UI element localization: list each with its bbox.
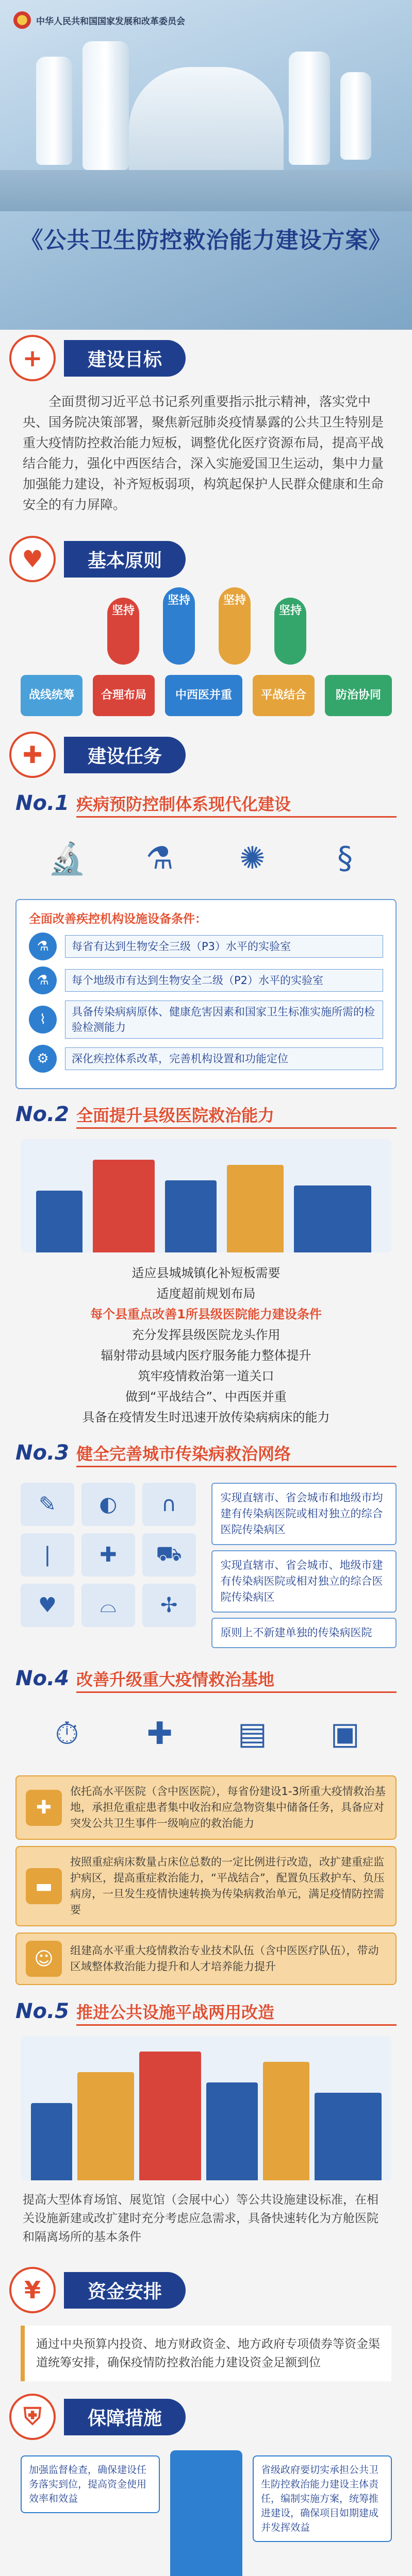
dna-icon: § bbox=[337, 840, 353, 876]
lab-bottle-illustration bbox=[83, 41, 129, 170]
lab-bottle-illustration bbox=[289, 52, 330, 165]
page-title: 《公共卫生防控救治能力建设方案》 bbox=[20, 227, 392, 253]
guarantee-box: 省级政府要切实承担公共卫生防控救治能力建设主体责任，编制实施方案，统筹推进建设，确保项目如期建成并发挥效益 bbox=[253, 2455, 392, 2542]
ministry-header bbox=[13, 11, 185, 29]
info-box: 实现直辖市、省会城市和地级市均建有传染病医院或相对独立的综合医院传染病区 bbox=[211, 1483, 397, 1545]
list-item bbox=[29, 967, 383, 994]
microscope-icon: 🔬 bbox=[47, 840, 87, 877]
no4-box bbox=[15, 1933, 397, 1985]
no4-box bbox=[15, 1846, 397, 1926]
list-line: 筑牢疫情救治第一道关口 bbox=[138, 1369, 274, 1383]
section-guarantee-heading bbox=[0, 2388, 412, 2445]
cross-vertical bbox=[170, 2450, 242, 2576]
lab-icons-row bbox=[0, 823, 412, 894]
principle-box: 合理布局 bbox=[93, 675, 155, 716]
principle-pill: 坚持 bbox=[107, 598, 139, 665]
test-tube-icon: ⌇ bbox=[29, 1006, 57, 1033]
list-line: 充分发挥县级医院龙头作用 bbox=[131, 1328, 281, 1342]
list-line: 每个县重点改善1所县级医院能力建设条件 bbox=[90, 1307, 322, 1321]
principle-box: 平战结合 bbox=[253, 675, 315, 716]
lab-bottle-illustration bbox=[36, 57, 72, 165]
task-no1-heading bbox=[0, 783, 412, 823]
hospital-icon: ✚ bbox=[81, 1533, 135, 1577]
principle-pill: 坚持 bbox=[219, 587, 251, 665]
pill-icon: ◐ bbox=[81, 1483, 135, 1526]
task-number: No.2 bbox=[15, 1103, 69, 1126]
heartbeat-icon: ♥ bbox=[9, 536, 56, 582]
section-funding-heading bbox=[0, 2262, 412, 2318]
box-text: 组建高水平重大疫情救治专业技术队伍（含中医医疗队伍），带动区域整体救治能力提升和人才培养能力提升 bbox=[70, 1944, 379, 1973]
funding-box: 通过中央预算内投资、地方财政资金、地方政府专项债券等资金渠道统筹安排，确保疫情防控救治能力建设资金足额到位 bbox=[21, 2326, 391, 2381]
task-no2-heading bbox=[0, 1094, 412, 1134]
stethoscope-icon: ∩ bbox=[142, 1483, 196, 1526]
list-item-text: 每个地级市有达到生物安全二级（P2）水平的实验室 bbox=[65, 969, 383, 992]
hero-banner bbox=[0, 0, 412, 330]
thermometer-icon: ❘ bbox=[21, 1533, 74, 1577]
list-line: 适应县城城镇化补短板需要 bbox=[131, 1266, 281, 1280]
task-title: 推进公共设施平战两用改造 bbox=[76, 1999, 397, 2026]
section-title: 基本原则 bbox=[64, 541, 186, 578]
medical-tiles bbox=[15, 1478, 201, 1653]
task-no4-heading bbox=[0, 1658, 412, 1698]
no5-paragraph: 提高大型体育场馆、展览馆（会展中心）等公共设施建设标准，在相关设施新建或改扩建时充分考虑应急需求，具备快速转化为方舱医院和隔离场所的基本条件 bbox=[23, 2193, 378, 2244]
guarantee-box: 加强监督检查，确保建设任务落实到位，提高资金使用效率和效益 bbox=[21, 2455, 160, 2513]
plus-cross-icon: + bbox=[9, 335, 56, 381]
title-wrap bbox=[0, 222, 412, 255]
task-number: No.3 bbox=[15, 1441, 69, 1465]
list-item bbox=[29, 933, 383, 960]
hospital-city-illustration bbox=[21, 1139, 391, 1252]
flask-icon: ⚗ bbox=[145, 840, 174, 876]
public-facilities-illustration bbox=[21, 2036, 391, 2180]
section-title: 建设目标 bbox=[64, 340, 186, 377]
task-title: 健全完善城市传染病救治网络 bbox=[76, 1441, 397, 1467]
ministry-name: 中华人民共和国国家发展和改革委员会 bbox=[36, 16, 185, 27]
section-title: 资金安排 bbox=[64, 2272, 186, 2309]
tile-grid bbox=[15, 1478, 201, 1632]
list-line: 做到“平战结合”、中西医并重 bbox=[125, 1389, 287, 1404]
list-item-text: 每省有达到生物安全三级（P3）水平的实验室 bbox=[65, 935, 383, 958]
section-principles-heading bbox=[0, 531, 412, 587]
lab-bottle-illustration bbox=[340, 72, 371, 160]
section-tasks-heading bbox=[0, 726, 412, 783]
24-hour-icon: ⏱ bbox=[55, 1716, 79, 1752]
principle-pill: 坚持 bbox=[274, 598, 306, 665]
list-line: 辐射带动县域内医疗服务能力整体提升 bbox=[101, 1348, 311, 1363]
task-number: No.4 bbox=[15, 1667, 69, 1690]
task-number: No.5 bbox=[15, 1999, 69, 2023]
bed-icon: ▬ bbox=[26, 1868, 62, 1904]
principle-box: 战线统筹 bbox=[21, 675, 83, 716]
list-item bbox=[29, 1001, 383, 1039]
gear-icon: ⚙ bbox=[29, 1045, 57, 1073]
lab-icon: ⚗ bbox=[29, 967, 57, 994]
task-title: 疾病预防控制体系现代化建设 bbox=[76, 791, 397, 818]
shield-icon: ⛨ bbox=[9, 2394, 56, 2440]
list-item-text: 深化疾控体系改革，完善机构设置和功能定位 bbox=[65, 1047, 383, 1070]
section-title: 保障措施 bbox=[64, 2399, 186, 2435]
no3-boxes bbox=[211, 1478, 397, 1653]
bandage-icon: ✢ bbox=[142, 1584, 196, 1627]
no2-list bbox=[0, 1258, 412, 1433]
no1-card bbox=[15, 899, 397, 1089]
info-box: 实现直辖市、省会城市、地级市建有传染病医院或相对独立的综合医院传染病区 bbox=[211, 1550, 397, 1613]
lab-icon: ⚗ bbox=[29, 933, 57, 960]
clipboard-icon: ▤ bbox=[238, 1716, 267, 1752]
principle-pill: 坚持 bbox=[163, 587, 195, 665]
list-item-text: 具备传染病病原体、健康危害因素和国家卫生标准实施所需的检验检测能力 bbox=[65, 1001, 383, 1039]
principles-diagram bbox=[10, 587, 402, 726]
ambulance-icon: ⛟ bbox=[142, 1533, 196, 1577]
task-number: No.1 bbox=[15, 791, 69, 815]
virus-icon: ✺ bbox=[239, 840, 266, 876]
mask-icon: ⌓ bbox=[81, 1584, 135, 1627]
guarantee-cross-diagram bbox=[15, 2450, 397, 2576]
no4-icons-row bbox=[0, 1698, 412, 1769]
principle-box: 防治协同 bbox=[325, 675, 392, 716]
heart-icon: ♥ bbox=[21, 1584, 74, 1627]
box-text: 按照重症病床数量占床位总数的一定比例进行改造，改扩建重症监护病区，提高重症救治能力，“平战结合”，配置负压救护车、负压病房，一旦发生疫情快速转换为传染病救治单元，满足疫情防控需要 bbox=[70, 1856, 385, 1916]
task-no3-heading bbox=[0, 1433, 412, 1472]
lab-tray-illustration bbox=[0, 170, 412, 211]
syringe-icon: ✎ bbox=[21, 1483, 74, 1526]
principle-box: 中西医并重 bbox=[165, 675, 242, 716]
task-no5-heading bbox=[0, 1991, 412, 2031]
list-item bbox=[29, 1045, 383, 1073]
national-emblem-icon bbox=[13, 11, 31, 29]
hospital-icon: ✚ bbox=[26, 1790, 62, 1826]
box-text: 依托高水平医院（含中医医院），每省份建设1-3所重大疫情救治基地，承担危重症患者集中收治和应急物资集中储备任务，具备应对突发公共卫生事件一级响应的救治能力 bbox=[70, 1785, 386, 1829]
no3-layout bbox=[0, 1472, 412, 1658]
no4-box bbox=[15, 1775, 397, 1840]
goals-paragraph: 全面贯彻习近平总书记系列重要指示批示精神，落实党中央、国务院决策部署，聚焦新冠肺炎疫情暴露的公共卫生特别是重大疫情防控救治能力短板，调整优化医疗资源布局，提高平战结合能力，强化中西医结合，深入实施爱国卫生运动，集中力量加强能力建设，补齐短板弱项，构筑起保护人民群众健康和生命安全的有力屏障。 bbox=[23, 394, 384, 512]
list-line: 具备在疫情发生时迅速开放传染病病床的能力 bbox=[82, 1410, 330, 1425]
medical-bag-icon: ✚ bbox=[9, 732, 56, 778]
list-line: 适度超前规划布局 bbox=[156, 1286, 256, 1301]
x-ray-icon: ▣ bbox=[330, 1716, 360, 1752]
task-title: 全面提升县级医院救治能力 bbox=[76, 1103, 397, 1129]
section-title: 建设任务 bbox=[64, 737, 186, 773]
money-icon: ¥ bbox=[9, 2267, 56, 2313]
info-box: 原则上不新建单独的传染病医院 bbox=[211, 1618, 397, 1648]
task-title: 改善升级重大疫情救治基地 bbox=[76, 1667, 397, 1693]
card-title: 全面改善疾控机构设施设备条件： bbox=[29, 912, 207, 926]
medical-kit-icon: ✚ bbox=[146, 1716, 173, 1752]
section-goals-heading bbox=[0, 330, 412, 386]
team-icon: ☺ bbox=[26, 1941, 62, 1977]
